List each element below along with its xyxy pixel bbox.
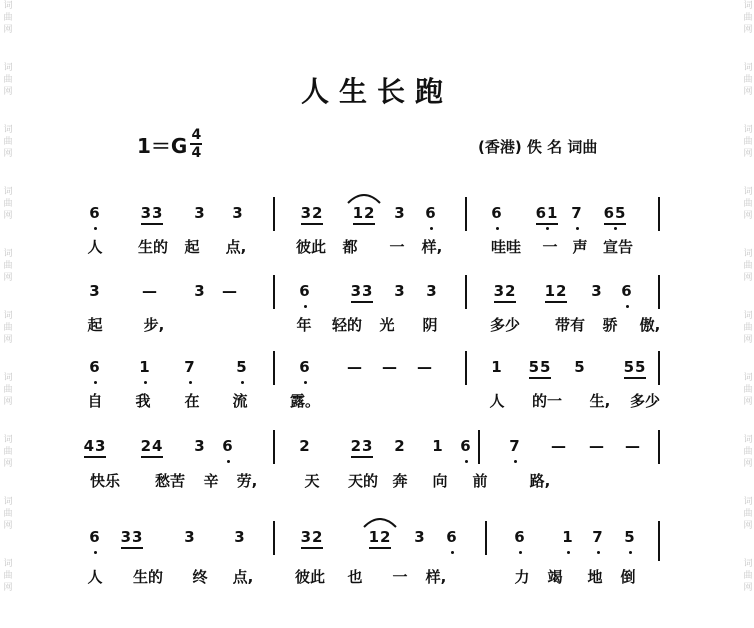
lyric: 前 — [472, 472, 488, 490]
watermark-char: 曲 — [3, 509, 13, 519]
note: 3 — [394, 204, 406, 222]
note: 1 — [491, 358, 503, 376]
note: 3 — [89, 282, 101, 300]
beam-line — [624, 377, 646, 379]
beam-line — [494, 301, 516, 303]
note: 33 — [120, 528, 144, 546]
note: 12 — [544, 282, 568, 300]
note: 6 — [89, 528, 101, 546]
lyric: 也 — [347, 568, 363, 586]
lyric: 彼此 — [294, 568, 325, 586]
beam-line — [536, 223, 558, 225]
note: 7 — [571, 204, 583, 222]
watermark-char: 曲 — [3, 323, 13, 333]
note: 6 — [89, 358, 101, 376]
lyric: 天的 — [347, 472, 378, 490]
note: 6 — [425, 204, 437, 222]
watermark-char: 词 — [3, 435, 13, 445]
watermark-char: 词 — [743, 311, 753, 321]
lyric: 起 — [184, 238, 200, 256]
watermark-char: 曲 — [3, 137, 13, 147]
low-octave-dot — [94, 227, 97, 230]
watermark-char: 网 — [743, 25, 753, 35]
lyric: 样, — [421, 238, 443, 256]
note: 3 — [194, 204, 206, 222]
lyric: 竭 — [547, 568, 563, 586]
beam-line — [141, 456, 163, 458]
bar-line — [273, 521, 275, 555]
lyric: 快乐 — [89, 472, 120, 490]
note: 7 — [592, 528, 604, 546]
lyric: 多少 — [629, 392, 660, 410]
low-octave-dot — [629, 551, 632, 554]
slur-arc — [346, 190, 382, 204]
watermark-char: 曲 — [3, 385, 13, 395]
low-octave-dot — [144, 381, 147, 384]
lyric: 终 — [192, 568, 208, 586]
lyric: 路, — [529, 472, 551, 490]
watermark-char: 网 — [743, 335, 753, 345]
note: — — [625, 437, 641, 455]
beam-line — [301, 223, 323, 225]
watermark-char: 曲 — [743, 75, 753, 85]
note: 61 — [535, 204, 559, 222]
watermark-char: 曲 — [743, 385, 753, 395]
watermark-char: 词 — [3, 187, 13, 197]
lyric: 样, — [425, 568, 447, 586]
watermark-char: 词 — [743, 373, 753, 383]
beam-line — [353, 223, 375, 225]
beam-line — [301, 547, 323, 549]
watermark-char: 曲 — [3, 261, 13, 271]
watermark-char: 网 — [743, 87, 753, 97]
note: 1 — [139, 358, 151, 376]
watermark-char: 词 — [743, 1, 753, 11]
watermark-char: 网 — [3, 149, 13, 159]
watermark-char: 曲 — [743, 571, 753, 581]
bar-line — [485, 521, 487, 555]
lyric: 生的 — [132, 568, 163, 586]
note: — — [417, 358, 433, 376]
note: 5 — [236, 358, 248, 376]
note: 33 — [350, 282, 374, 300]
note: 6 — [514, 528, 526, 546]
beam-line — [369, 547, 391, 549]
watermark-char: 曲 — [743, 509, 753, 519]
key-signature — [137, 128, 202, 160]
note: 3 — [394, 282, 406, 300]
lyric: 辛 — [203, 472, 219, 490]
lyric: 轻的 — [331, 316, 362, 334]
lyric: 年 — [296, 316, 312, 334]
watermark-char: 曲 — [3, 75, 13, 85]
note: 6 — [299, 282, 311, 300]
watermark-char: 词 — [3, 497, 13, 507]
low-octave-dot — [304, 305, 307, 308]
note: 6 — [299, 358, 311, 376]
lyric: 自 — [87, 392, 103, 410]
note: 32 — [300, 528, 324, 546]
time-signature-bottom: 4 — [191, 145, 202, 161]
watermark-char: 词 — [3, 63, 13, 73]
low-octave-dot — [626, 305, 629, 308]
note: — — [142, 282, 158, 300]
note: 43 — [83, 437, 107, 455]
note: — — [589, 437, 605, 455]
lyric: 人 — [87, 568, 103, 586]
lyric: 人 — [87, 238, 103, 256]
watermark-char: 曲 — [3, 199, 13, 209]
lyric: 一 — [542, 238, 558, 256]
watermark-char: 词 — [743, 249, 753, 259]
note: 3 — [194, 282, 206, 300]
lyric: 骄 — [602, 316, 618, 334]
bar-line — [478, 430, 480, 464]
lyric: 都 — [342, 238, 358, 256]
lyric: 起 — [87, 316, 103, 334]
lyric: 步, — [143, 316, 165, 334]
note: 3 — [426, 282, 438, 300]
bar-line — [273, 430, 275, 464]
time-signature-top: 4 — [191, 127, 202, 143]
watermark-char: 网 — [3, 459, 13, 469]
note: — — [382, 358, 398, 376]
note: 33 — [140, 204, 164, 222]
bar-line — [465, 197, 467, 231]
beam-line — [529, 377, 551, 379]
lyric: 生, — [589, 392, 611, 410]
note: 7 — [184, 358, 196, 376]
watermark-char: 词 — [743, 187, 753, 197]
note: 32 — [300, 204, 324, 222]
watermark-char: 词 — [743, 497, 753, 507]
note: 12 — [352, 204, 376, 222]
lyric: 我 — [135, 392, 151, 410]
note: 2 — [394, 437, 406, 455]
watermark-char: 词 — [743, 63, 753, 73]
note: 6 — [446, 528, 458, 546]
lyric: 一 — [389, 238, 405, 256]
low-octave-dot — [304, 381, 307, 384]
watermark-char: 网 — [3, 211, 13, 221]
note: 5 — [624, 528, 636, 546]
low-octave-dot — [576, 227, 579, 230]
beam-line — [121, 547, 143, 549]
bar-line — [273, 275, 275, 309]
lyric: 天 — [304, 472, 320, 490]
low-octave-dot — [94, 551, 97, 554]
lyric: 愁苦 — [154, 472, 185, 490]
note: 3 — [414, 528, 426, 546]
watermark-char: 词 — [3, 249, 13, 259]
low-octave-dot — [546, 227, 549, 230]
lyric: 奔 — [392, 472, 408, 490]
bar-line — [273, 197, 275, 231]
low-octave-dot — [614, 227, 617, 230]
low-octave-dot — [465, 460, 468, 463]
note: 3 — [184, 528, 196, 546]
lyric: 阴 — [422, 316, 438, 334]
watermark-char: 词 — [743, 125, 753, 135]
note: 32 — [493, 282, 517, 300]
watermark-char: 曲 — [3, 447, 13, 457]
lyric: 宣告 — [602, 238, 633, 256]
beam-line — [351, 301, 373, 303]
lyric: 向 — [432, 472, 448, 490]
watermark-char: 网 — [3, 25, 13, 35]
lyric: 声 — [572, 238, 588, 256]
low-octave-dot — [430, 227, 433, 230]
low-octave-dot — [597, 551, 600, 554]
note: 3 — [194, 437, 206, 455]
bar-line — [658, 521, 660, 561]
low-octave-dot — [227, 460, 230, 463]
lyric: 彼此 — [295, 238, 326, 256]
lyric: 多少 — [489, 316, 520, 334]
watermark-char: 词 — [3, 373, 13, 383]
watermark-char: 网 — [743, 397, 753, 407]
lyric: 点, — [225, 238, 247, 256]
lyric: 傲, — [639, 316, 661, 334]
song-title: 人生长跑 — [300, 75, 453, 108]
lyric: 倒 — [620, 568, 636, 586]
note: 6 — [89, 204, 101, 222]
watermark-char: 词 — [743, 435, 753, 445]
low-octave-dot — [514, 460, 517, 463]
watermark-char: 网 — [3, 87, 13, 97]
low-octave-dot — [241, 381, 244, 384]
watermark-char: 网 — [743, 583, 753, 593]
beam-line — [545, 301, 567, 303]
beam-line — [84, 456, 106, 458]
note: 6 — [621, 282, 633, 300]
watermark-char: 曲 — [743, 323, 753, 333]
key-label: 1＝G — [137, 133, 188, 158]
note: 6 — [460, 437, 472, 455]
lyric: 光 — [379, 316, 395, 334]
watermark-char: 词 — [3, 1, 13, 11]
watermark-char: 网 — [3, 583, 13, 593]
note: 55 — [623, 358, 647, 376]
note: 2 — [299, 437, 311, 455]
watermark-char: 词 — [3, 559, 13, 569]
lyric: 一 — [392, 568, 408, 586]
beam-line — [141, 223, 163, 225]
bar-line — [465, 275, 467, 309]
beam-line — [351, 456, 373, 458]
watermark-char: 曲 — [743, 137, 753, 147]
low-octave-dot — [519, 551, 522, 554]
watermark-char: 网 — [3, 521, 13, 531]
lyric: 带有 — [554, 316, 585, 334]
time-signature — [190, 128, 202, 160]
bar-line — [658, 430, 660, 464]
low-octave-dot — [567, 551, 570, 554]
lyric: 的一 — [531, 392, 562, 410]
watermark-char: 词 — [3, 311, 13, 321]
note: — — [222, 282, 238, 300]
low-octave-dot — [189, 381, 192, 384]
bar-line — [658, 197, 660, 231]
note: 7 — [509, 437, 521, 455]
slur-arc — [362, 514, 398, 528]
watermark-char: 词 — [3, 125, 13, 135]
note: 23 — [350, 437, 374, 455]
bar-line — [658, 275, 660, 309]
note: 6 — [491, 204, 503, 222]
note: 6 — [222, 437, 234, 455]
bar-line — [273, 351, 275, 385]
note: 1 — [562, 528, 574, 546]
watermark-char: 网 — [3, 397, 13, 407]
watermark-char: 网 — [3, 273, 13, 283]
watermark-char: 曲 — [3, 571, 13, 581]
lyric: 地 — [587, 568, 603, 586]
note: 3 — [232, 204, 244, 222]
watermark-char: 网 — [743, 521, 753, 531]
lyric: 流 — [232, 392, 248, 410]
lyric: 露。 — [289, 392, 320, 410]
low-octave-dot — [94, 381, 97, 384]
watermark-char: 曲 — [743, 199, 753, 209]
lyric: 劳, — [236, 472, 258, 490]
watermark-char: 曲 — [743, 261, 753, 271]
note: 3 — [591, 282, 603, 300]
note: — — [347, 358, 363, 376]
watermark-char: 网 — [743, 149, 753, 159]
note: — — [551, 437, 567, 455]
watermark-char: 曲 — [3, 13, 13, 23]
bar-line — [658, 351, 660, 385]
note: 3 — [234, 528, 246, 546]
watermark-char: 曲 — [743, 13, 753, 23]
watermark-char: 词 — [743, 559, 753, 569]
note: 1 — [432, 437, 444, 455]
note: 55 — [528, 358, 552, 376]
watermark-char: 曲 — [743, 447, 753, 457]
note: 65 — [603, 204, 627, 222]
watermark-char: 网 — [743, 273, 753, 283]
watermark-char: 网 — [743, 459, 753, 469]
note: 24 — [140, 437, 164, 455]
watermark-char: 网 — [743, 211, 753, 221]
note: 12 — [368, 528, 392, 546]
low-octave-dot — [496, 227, 499, 230]
lyric: 力 — [514, 568, 530, 586]
lyric: 点, — [232, 568, 254, 586]
low-octave-dot — [451, 551, 454, 554]
lyric: 哇哇 — [490, 238, 521, 256]
lyric: 人 — [489, 392, 505, 410]
lyric: 在 — [184, 392, 200, 410]
bar-line — [465, 351, 467, 385]
note: 5 — [574, 358, 586, 376]
lyric: 生的 — [137, 238, 168, 256]
watermark-char: 网 — [3, 335, 13, 345]
credit-line: (香港) 佚 名 词曲 — [478, 138, 598, 156]
beam-line — [604, 223, 626, 225]
